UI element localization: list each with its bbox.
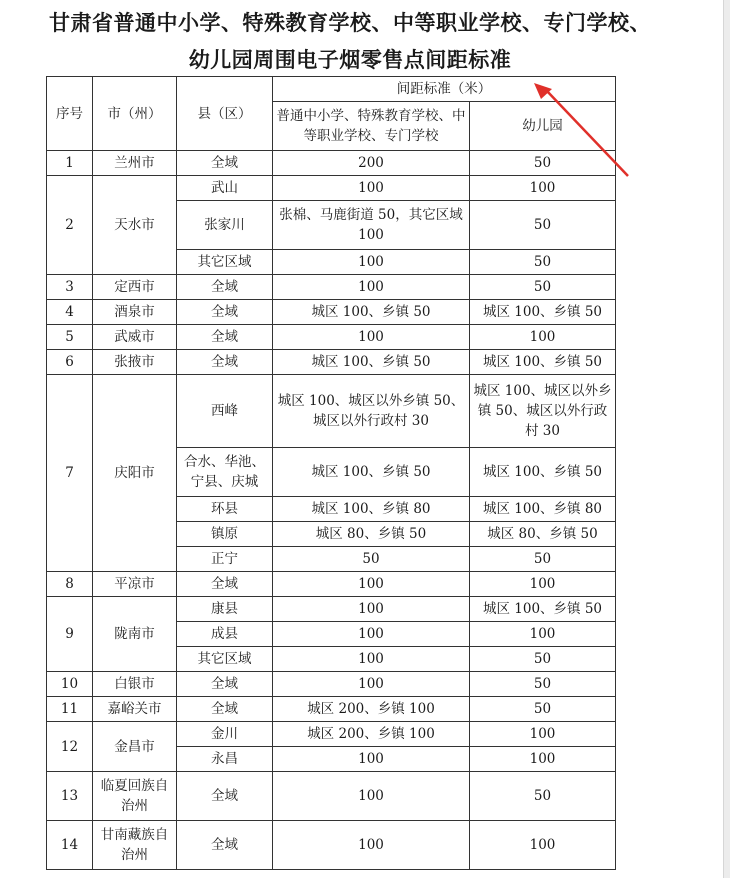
school-distance-cell: 城区 200、乡镇 100 [273,697,470,722]
county-cell: 全域 [177,275,273,300]
seq-cell: 6 [47,350,93,375]
seq-cell: 2 [47,176,93,275]
kindergarten-distance-cell: 城区 100、乡镇 50 [470,350,616,375]
county-cell: 张家川 [177,201,273,250]
seq-cell: 5 [47,325,93,350]
county-cell: 全域 [177,772,273,821]
kindergarten-distance-cell: 50 [470,201,616,250]
table-row [47,325,616,350]
kindergarten-distance-cell: 50 [470,151,616,176]
header-distance: 间距标准（米） [273,77,616,102]
seq-cell: 13 [47,772,93,821]
table-row [47,375,616,448]
seq-cell: 12 [47,722,93,772]
city-cell: 临夏回族自治州 [93,772,177,821]
school-distance-cell: 城区 100、乡镇 50 [273,300,470,325]
county-cell: 镇原 [177,522,273,547]
table-row [47,275,616,300]
school-distance-cell: 100 [273,176,470,201]
kindergarten-distance-cell: 100 [470,572,616,597]
county-cell: 全域 [177,821,273,870]
school-distance-cell: 100 [273,250,470,275]
county-cell: 永昌 [177,747,273,772]
city-cell: 武威市 [93,325,177,350]
kindergarten-distance-cell: 50 [470,672,616,697]
header-city: 市（州） [93,77,177,151]
seq-cell: 3 [47,275,93,300]
school-distance-cell: 100 [273,622,470,647]
county-cell: 全域 [177,325,273,350]
kindergarten-distance-cell: 100 [470,722,616,747]
kindergarten-distance-cell: 100 [470,176,616,201]
school-distance-cell: 200 [273,151,470,176]
kindergarten-distance-cell: 城区 80、乡镇 50 [470,522,616,547]
city-cell: 平凉市 [93,572,177,597]
header-seq: 序号 [47,77,93,151]
kindergarten-distance-cell: 100 [470,622,616,647]
school-distance-cell: 100 [273,821,470,870]
table-row [47,772,616,821]
kindergarten-distance-cell: 城区 100、乡镇 50 [470,448,616,497]
kindergarten-distance-cell: 100 [470,325,616,350]
school-distance-cell: 100 [273,772,470,821]
table-row [47,722,616,747]
kindergarten-distance-cell: 50 [470,547,616,572]
school-distance-cell: 50 [273,547,470,572]
seq-cell: 9 [47,597,93,672]
school-distance-cell: 城区 100、乡镇 50 [273,448,470,497]
city-cell: 兰州市 [93,151,177,176]
school-distance-cell: 100 [273,572,470,597]
city-cell: 庆阳市 [93,375,177,572]
county-cell: 合水、华池、宁县、庆城 [177,448,273,497]
kindergarten-distance-cell: 50 [470,697,616,722]
header-schools: 普通中小学、特殊教育学校、中等职业学校、专门学校 [273,102,470,151]
county-cell: 全域 [177,697,273,722]
kindergarten-distance-cell: 100 [470,747,616,772]
kindergarten-distance-cell: 50 [470,647,616,672]
table-row [47,597,616,622]
kindergarten-distance-cell: 100 [470,821,616,870]
county-cell: 西峰 [177,375,273,448]
county-cell: 全域 [177,151,273,176]
school-distance-cell: 100 [273,647,470,672]
document-title-line1: 甘肃省普通中小学、特殊教育学校、中等职业学校、专门学校、 [49,10,651,35]
table-row [47,672,616,697]
school-distance-cell: 100 [273,325,470,350]
city-cell: 嘉峪关市 [93,697,177,722]
county-cell: 环县 [177,497,273,522]
kindergarten-distance-cell: 50 [470,275,616,300]
school-distance-cell: 城区 200、乡镇 100 [273,722,470,747]
school-distance-cell: 城区 100、城区以外乡镇 50、城区以外行政村 30 [273,375,470,448]
school-distance-cell: 城区 100、乡镇 50 [273,350,470,375]
document-title-line2: 幼儿园周围电子烟零售点间距标准 [188,47,512,72]
city-cell: 定西市 [93,275,177,300]
kindergarten-distance-cell: 城区 100、城区以外乡镇 50、城区以外行政村 30 [470,375,616,448]
seq-cell: 14 [47,821,93,870]
seq-cell: 11 [47,697,93,722]
seq-cell: 8 [47,572,93,597]
red-arrow-annotation [0,0,730,200]
school-distance-cell: 100 [273,597,470,622]
school-distance-cell: 城区 80、乡镇 50 [273,522,470,547]
table-row [47,572,616,597]
county-cell: 全域 [177,350,273,375]
kindergarten-distance-cell: 50 [470,772,616,821]
school-distance-cell: 100 [273,747,470,772]
table-row [47,821,616,870]
county-cell: 正宁 [177,547,273,572]
seq-cell: 1 [47,151,93,176]
county-cell: 康县 [177,597,273,622]
seq-cell: 10 [47,672,93,697]
table-row [47,300,616,325]
city-cell: 酒泉市 [93,300,177,325]
kindergarten-distance-cell: 50 [470,250,616,275]
city-cell: 张掖市 [93,350,177,375]
county-cell: 成县 [177,622,273,647]
school-distance-cell: 100 [273,275,470,300]
county-cell: 其它区域 [177,647,273,672]
seq-cell: 4 [47,300,93,325]
school-distance-cell: 城区 100、乡镇 80 [273,497,470,522]
header-county: 县（区） [177,77,273,151]
city-cell: 甘南藏族自治州 [93,821,177,870]
kindergarten-distance-cell: 城区 100、乡镇 50 [470,300,616,325]
kindergarten-distance-cell: 城区 100、乡镇 50 [470,597,616,622]
county-cell: 其它区域 [177,250,273,275]
header-kindergarten: 幼儿园 [470,102,616,151]
school-distance-cell: 100 [273,672,470,697]
city-cell: 白银市 [93,672,177,697]
county-cell: 武山 [177,176,273,201]
city-cell: 金昌市 [93,722,177,772]
county-cell: 全域 [177,672,273,697]
county-cell: 金川 [177,722,273,747]
arrow-head [534,83,552,99]
seq-cell: 7 [47,375,93,572]
city-cell: 天水市 [93,176,177,275]
arrow-shaft [546,90,628,176]
school-distance-cell: 张棉、马鹿街道 50，其它区域 100 [273,201,470,250]
county-cell: 全域 [177,300,273,325]
table-row [47,350,616,375]
city-cell: 陇南市 [93,597,177,672]
kindergarten-distance-cell: 城区 100、乡镇 80 [470,497,616,522]
table-row [47,697,616,722]
county-cell: 全域 [177,572,273,597]
